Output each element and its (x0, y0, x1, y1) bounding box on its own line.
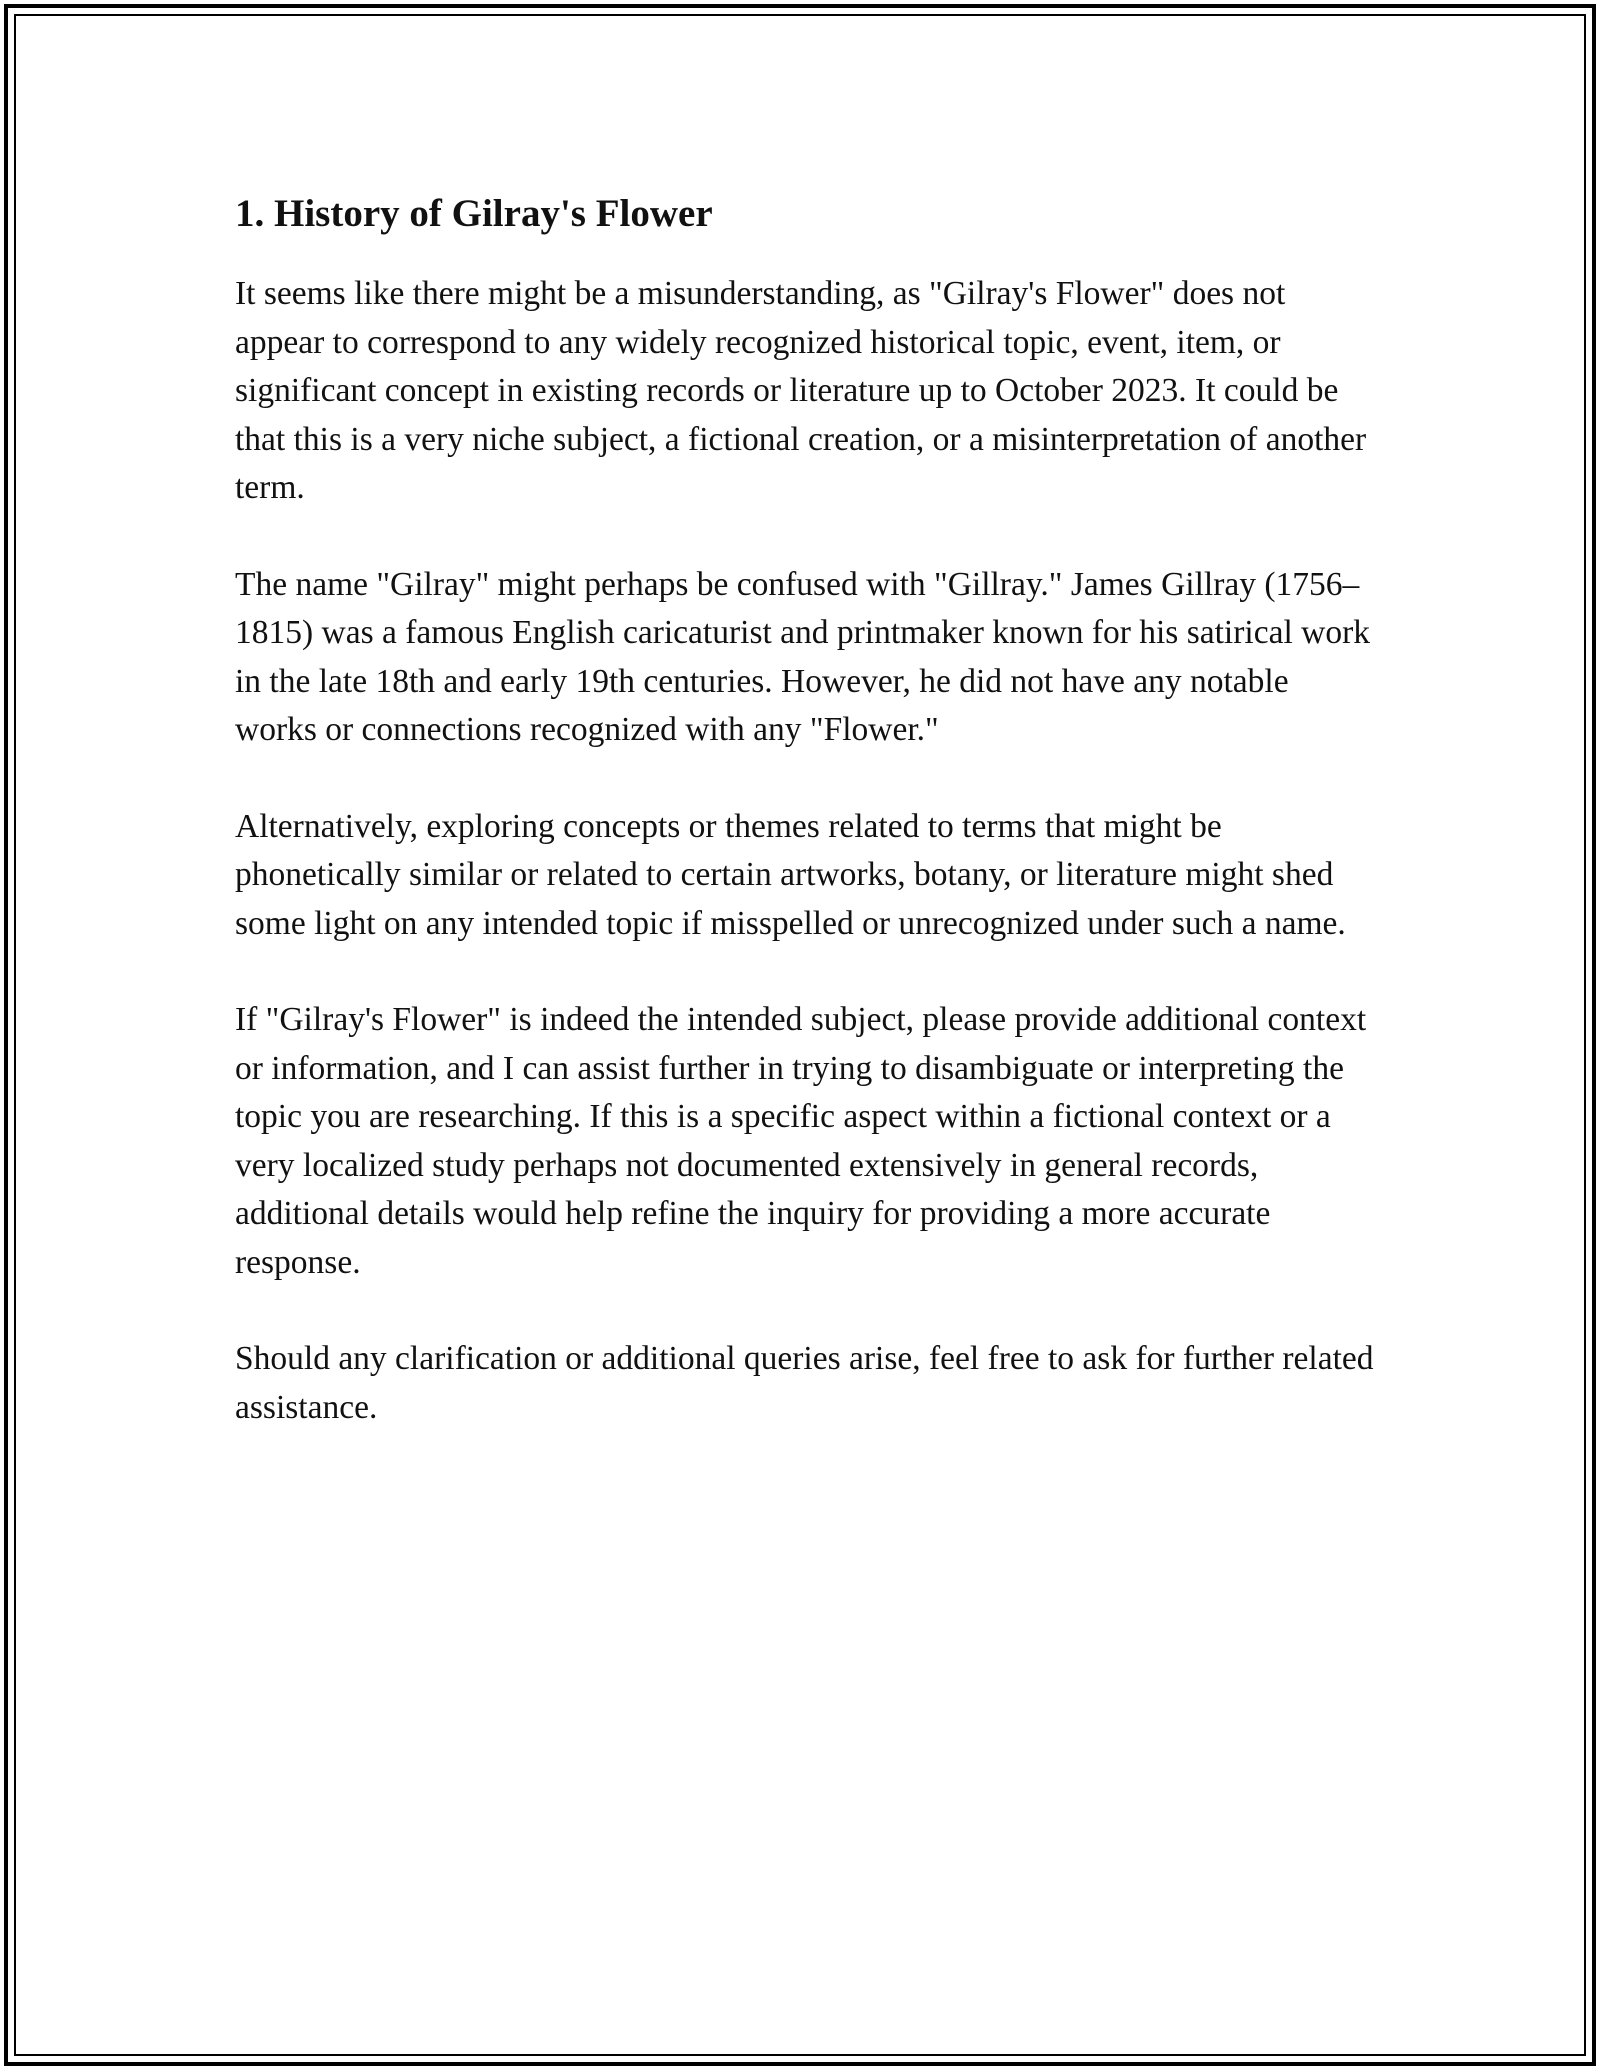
paragraph-alternatively: Alternatively, exploring concepts or themes related to terms that might be phonetically similar or related to certain artworks, botany, or literature might shed some light on any intended topic if misspelled or unrecognized under such a name. (235, 807, 1346, 942)
paragraph-closing: Should any clarification or additional queries arise, feel free to ask for further related assistance. (235, 1340, 1374, 1426)
section-heading: 1. History of Gilray's Flower (235, 192, 713, 235)
paragraph-misunderstanding: It seems like there might be a misunderstanding, as "Gilray's Flower" does not appear to correspond to any widely recognized historical topic, event, item, or significant concept in existing records or literature up to October 2023. It could be that this is a very niche subject, a fictional creation, or a misinterpretation of another term. (235, 275, 1367, 506)
document-body (235, 188, 1375, 1480)
paragraph-request-context: If "Gilray's Flower" is indeed the intended subject, please provide additional context or information, and I can assist further in trying to disambiguate or interpreting the topic you are researching. If this is a specific aspect within a fictional context or a very localized study perhaps not documented extensively in general records, additional details would help refine the inquiry for providing a more accurate response. (235, 1001, 1367, 1281)
paragraph-gillray: The name "Gilray" might perhaps be confused with "Gillray." James Gillray (1756–1815) was a famous English caricaturist and printmaker known for his satirical work in the late 18th and early 19th centuries. However, he did not have any notable works or connections recognized with any "Flower." (235, 565, 1370, 748)
